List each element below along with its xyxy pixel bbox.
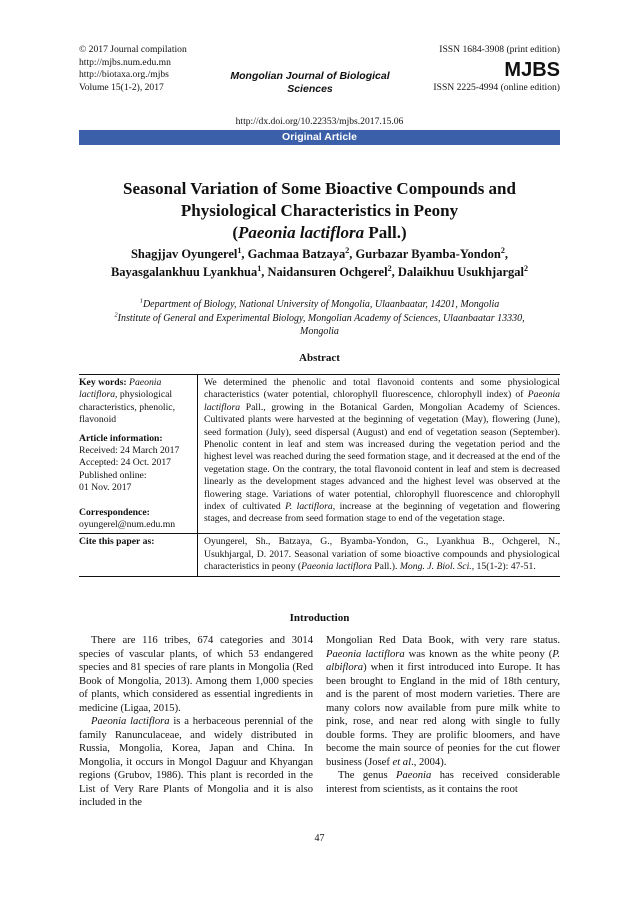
received-date: Received: 24 March 2017: [79, 445, 180, 457]
abstract-metadata: [79, 375, 198, 534]
journal-info-left: [79, 44, 187, 94]
copyright-line: © 2017 Journal compilation: [79, 44, 187, 55]
accepted-date: Accepted: 24 Oct. 2017: [79, 457, 172, 469]
keywords: Key words: Paeonia lactiflora, physiological characteristics, phenolic, flavonoid: [79, 377, 176, 426]
section-banner: Original Article: [79, 130, 560, 145]
correspondence-email[interactable]: oyungerel@num.edu.mn: [79, 519, 176, 531]
issn-online: ISSN 2225-4994 (online edition): [433, 81, 560, 93]
intro-paragraph: There are 116 tribes, 674 categories and 3014 species of vascular plants, of which 53 endangered species and 81 species of rare plants in Mongolia (Red Book of Mongolia, 2013). Among them 1,000 species of plants, which considered as essential ingredients in medicine (Ligaa, 2015).: [79, 635, 313, 714]
intro-column-left: [79, 634, 313, 810]
author-list: Shagjjav Oyungerel$^1$, Gachmaa Batzaya$^2$, Gurbazar Byamba-Yondon$^2$, Bayasgalankhuu Lyankhua$^1$, Naidansuren Ochgerel$^2$, Dalaikhuu Usukhjargal$^2$: [110, 245, 529, 279]
doi-link[interactable]: http://dx.doi.org/10.22353/mjbs.2017.15.06: [235, 116, 404, 127]
published-label: Published online:: [79, 469, 147, 481]
page-number: 47: [314, 833, 325, 844]
journal-info-right: [433, 44, 560, 94]
abstract-table: [79, 374, 560, 577]
cite-label: Cite this paper as:: [79, 534, 198, 576]
abstract-heading: Abstract: [299, 352, 340, 364]
correspondence-label: Correspondence:: [79, 506, 150, 518]
volume-line: Volume 15(1-2), 2017: [79, 81, 164, 93]
abstract-text: We determined the phenolic and total flavonoid contents and some physiological characteristics (water potential, chlorophyll fluorescence, chlorophyll index) of Paeonia lactiflora Pall., growing in the Botanical Garden, Mongolian Academy of Sciences. Cultivated plants were harvested at the beginning of vegetation (May), flowering (June), seed formation (July), seed dispersal (August) and end of vegetation season (September). Phenolic content in leaf and stem was increased during the vegetation period and the highest level was reached during the seed formation stage, and it decreased at the end of the vegetation stage. On the contrary, the total flavonoid content in leaf and stem is decreased linearly as the development stages advanced and the highest level was observed at the flowering stage. Variations of water potential, chlorophyll fluorescence and chlorophyll index of cultivated P. lactiflora, increase at the beginning of vegetation and flowering stages, and decrease from seed formation stage to end of the vegetation stage.: [198, 375, 561, 534]
citation-text: Oyungerel, Sh., Batzaya, G., Byamba-Yondon, G., Lyankhua B., Ochgerel, N., Usukhjargal, D. 2017. Seasonal variation of some bioactive compounds and physiological characteristics in peony (Paeonia lactiflora Pall.). Mong. J. Biol. Sci., 15(1-2): 47-51.: [198, 534, 561, 576]
affiliations: $^1$Department of Biology, National University of Mongolia, Ulaanbaatar, 14201, Mongolia $^2$Institute of General and Experimental Biology, Mongolian Academy of Sciences, Ulaanbaatar 13330, Mongolia: [114, 297, 525, 337]
issn-print: ISSN 1684-3908 (print edition): [439, 44, 560, 55]
biotaxa-url[interactable]: http://biotaxa.org./mjbs: [79, 69, 169, 81]
intro-paragraph: Paeonia lactiflora is a herbaceous perennial of the family Ranunculaceae, and widely distributed in Russia, Mongolia, Korea, Japan and China. In Mongolia, it occurs in Mongol Daguur and Khyangan regions (Grubov, 1986). This plant is recorded in the List of Very Rare Plants of Mongolia and it is also included in the: [79, 716, 313, 808]
journal-name: Mongolian Journal of Biological Sciences: [230, 70, 390, 95]
article-info-label: Article information:: [79, 432, 163, 444]
paper-title: Seasonal Variation of Some Bioactive Compounds and Physiological Characteristics in Peony (Paeonia lactiflora Pall.): [123, 179, 516, 242]
intro-paragraph: The genus Paeonia has received considerable interest from scientists, as it contains the root: [326, 770, 561, 795]
journal-url[interactable]: http://mjbs.num.edu.mn: [79, 56, 171, 68]
introduction-heading: Introduction: [289, 612, 350, 624]
journal-abbrev: MJBS: [504, 58, 560, 81]
intro-paragraph: Mongolian Red Data Book, with very rare status. Paeonia lactiflora was known as the white peony (P. albiflora) when it first introduced into Europe. It has been brought to England in the mid of 18th century, and is the parent of most modern varieties. There are many colors now available from pure milk white to pink, rose, and near red along with single to fully double forms. They are prolific bloomers, and have become the main source of peonies for the cut flower business (Josef et al., 2004).: [326, 635, 560, 768]
published-date: 01 Nov. 2017: [79, 482, 132, 494]
intro-column-right: [326, 634, 560, 796]
